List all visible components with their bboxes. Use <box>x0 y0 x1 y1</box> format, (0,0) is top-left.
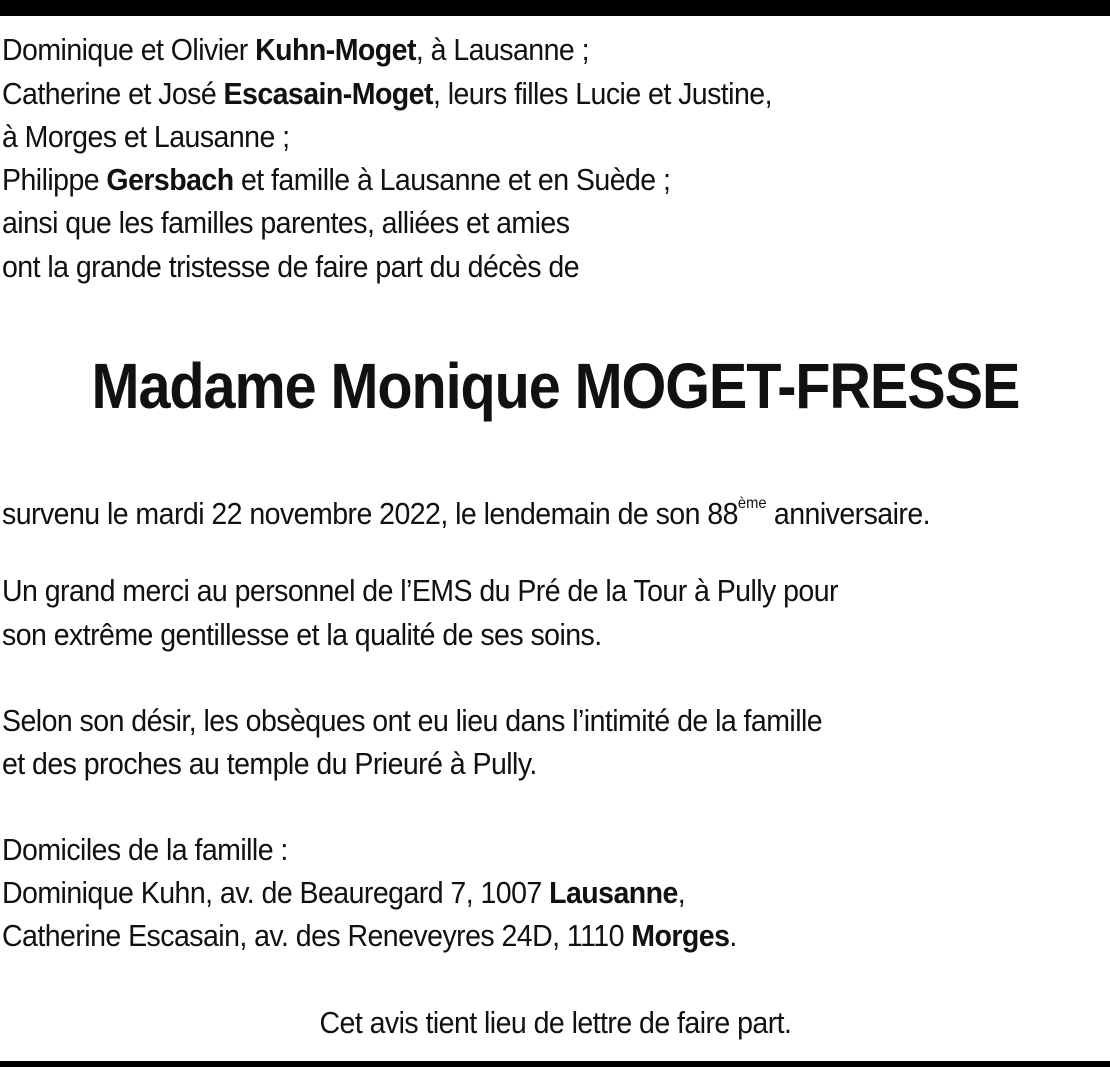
ordinal-superscript: ème <box>737 495 767 512</box>
address-text: , <box>677 875 686 910</box>
death-notice-text: survenu le mardi 22 novembre 2022, le lendemain de son 88 <box>2 496 738 531</box>
family-line-escasain-moget <box>2 76 772 112</box>
family-surname: Kuhn-Moget <box>255 32 416 67</box>
family-surname: Escasain-Moget <box>223 76 433 111</box>
family-line-text: , à Lausanne ; <box>415 32 589 67</box>
family-line-relatives: ainsi que les familles parentes, alliées et amies <box>2 205 570 240</box>
address-city: Lausanne <box>549 875 678 910</box>
family-line-kuhn-moget <box>2 32 589 68</box>
death-notice-line <box>2 486 930 532</box>
closing-text: Cet avis tient lieu de lettre de faire part. <box>319 1005 791 1040</box>
closing-statement <box>0 1005 1110 1041</box>
family-line-text: Philippe <box>2 162 107 197</box>
family-surname: Gersbach <box>106 162 234 197</box>
thanks-line-1: Un grand merci au personnel de l’EMS du Pré de la Tour à Pully pour <box>2 573 839 608</box>
domicile-address-lausanne <box>2 875 685 911</box>
funeral-line-2: et des proches au temple du Prieuré à Pully. <box>2 746 537 781</box>
deceased-name-heading <box>0 348 1110 424</box>
top-border-rule <box>0 0 1110 16</box>
family-line-text: et famille à Lausanne et en Suède ; <box>233 162 671 197</box>
family-line-text: , leurs filles Lucie et Justine, <box>432 76 772 111</box>
death-notice-text: anniversaire. <box>766 496 931 531</box>
family-line-text: Dominique et Olivier <box>2 32 256 67</box>
funeral-line-1: Selon son désir, les obsèques ont eu lieu dans l’intimité de la famille <box>2 703 823 738</box>
address-city: Morges <box>631 918 730 953</box>
family-line-text: Catherine et José <box>2 76 224 111</box>
address-text: Catherine Escasain, av. des Reneveyres 24D, 1110 <box>2 918 632 953</box>
family-line-announcement: ont la grande tristesse de faire part du décès de <box>2 249 579 284</box>
family-line-morges-lausanne: à Morges et Lausanne ; <box>2 119 290 154</box>
domiciles-heading: Domiciles de la famille : <box>2 832 288 867</box>
thanks-line-2: son extrême gentillesse et la qualité de ses soins. <box>2 617 602 652</box>
deceased-name-text: Madame Monique MOGET-FRESSE <box>91 350 1019 422</box>
bottom-border-rule <box>0 1061 1110 1067</box>
family-line-gersbach <box>2 162 670 198</box>
address-text: . <box>729 918 737 953</box>
address-text: Dominique Kuhn, av. de Beauregard 7, 1007 <box>2 875 550 910</box>
domicile-address-morges <box>2 918 737 954</box>
